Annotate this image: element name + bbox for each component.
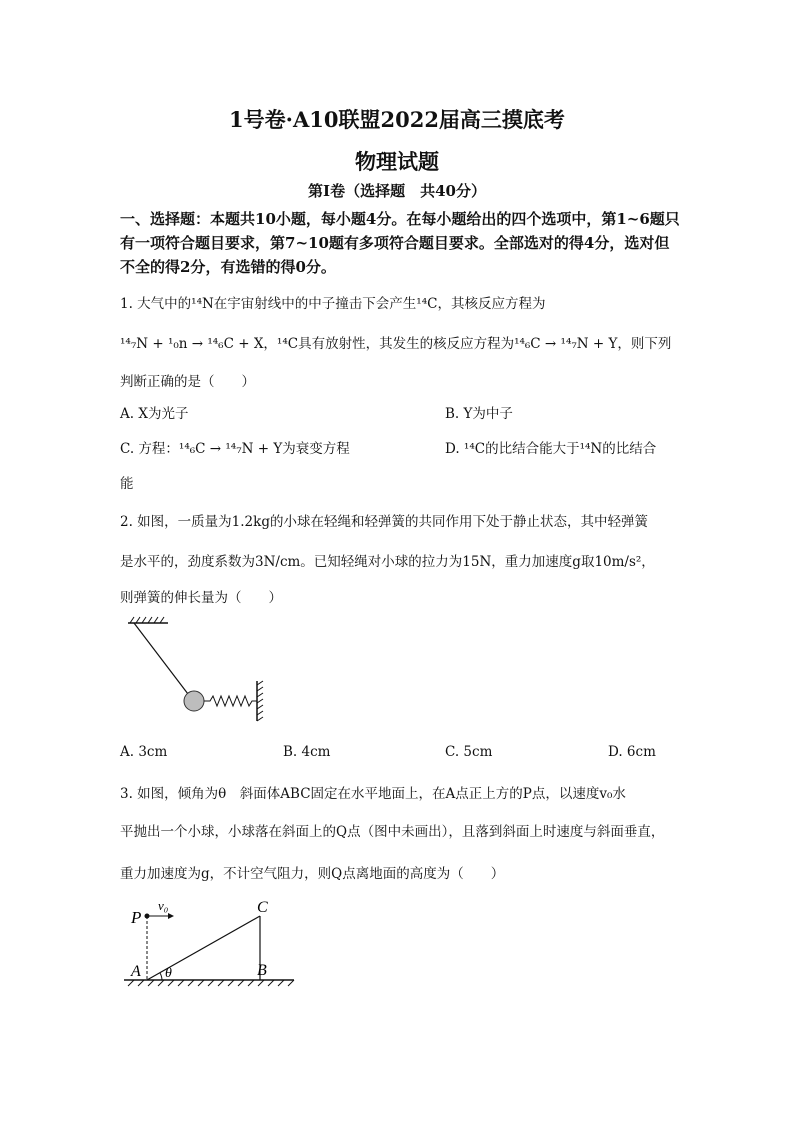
incline-line — [147, 916, 260, 980]
q1-line1: 1. 大气中的¹⁴N在宇宙射线中的中子撞击下会产生¹⁴C，其核反应方程为 — [120, 296, 546, 312]
q3-line1: 3. 如图，倾角为θ 斜面体ABC固定在水平地面上，在A点正上方的P点，以速度v₀水 — [120, 786, 626, 802]
part-title: 第Ⅰ卷（选择题 共40分） — [308, 182, 486, 200]
q1-option-b: B. Y为中子 — [445, 406, 513, 422]
q2-option-c: C. 5cm — [445, 744, 493, 760]
velocity-arrowhead — [168, 913, 174, 919]
q3-line2: 平抛出一个小球，小球落在斜面上的Q点（图中未画出），且落到斜面上时速度与斜面垂直， — [120, 824, 665, 840]
label-theta: θ — [165, 966, 172, 981]
q2-option-b: B. 4cm — [283, 744, 331, 760]
q1-line3: 判断正确的是（ ） — [120, 374, 255, 390]
q2-option-d: D. 6cm — [608, 744, 656, 760]
q1-option-d: D. ¹⁴C的比结合能大于¹⁴N的比结合 — [445, 441, 657, 457]
q2-line1: 2. 如图，一质量为1.2kg的小球在轻绳和轻弹簧的共同作用下处于静止状态，其中轻弹簧 — [120, 514, 648, 530]
q1-option-a: A. X为光子 — [120, 406, 189, 422]
angle-arc — [160, 973, 162, 980]
exam-title: 1号卷·A10联盟2022届高三摸底考 — [229, 107, 565, 132]
label-a: A — [131, 963, 141, 980]
rope-line — [134, 623, 188, 694]
point-p — [145, 914, 150, 919]
q2-line2: 是水平的，劲度系数为3N/cm。已知轻绳对小球的拉力为15N，重力加速度g取10m/s²， — [120, 554, 655, 570]
q1-option-d-cont: 能 — [120, 476, 134, 492]
q1-option-c: C. 方程：¹⁴₆C → ¹⁴₇N + Y为衰变方程 — [120, 441, 350, 457]
label-c: C — [257, 899, 268, 916]
section-instructions: 一、选择题：本题共10小题，每小题4分。在每小题给出的四个选项中，第1~6题只有一项符合题目要求，第7~10题有多项符合题目要求。全部选对的得4分，选对但不全的得2分，有选错的得0分。 — [120, 210, 680, 276]
ball — [184, 691, 204, 711]
q1-line2: ¹⁴₇N + ¹₀n → ¹⁴₆C + X，¹⁴C具有放射性，其发生的核反应方程为¹⁴₆C → ¹⁴₇N + Y，则下列 — [120, 336, 672, 352]
q2-figure — [120, 615, 280, 730]
subject-title: 物理试题 — [355, 149, 439, 174]
ceiling-hatch — [130, 617, 164, 623]
q2-option-a: A. 3cm — [120, 744, 168, 760]
q2-line3: 则弹簧的伸长量为（ ） — [120, 590, 282, 606]
ground-hatch — [128, 980, 294, 986]
q3-figure — [120, 898, 300, 998]
label-v0: v₀ — [158, 898, 169, 913]
q3-line3: 重力加速度为g，不计空气阻力，则Q点离地面的高度为（ ） — [120, 866, 505, 882]
spring-line — [204, 696, 257, 706]
wall-hatch — [257, 681, 263, 721]
label-p: P — [131, 908, 142, 927]
label-b: B — [257, 962, 267, 979]
